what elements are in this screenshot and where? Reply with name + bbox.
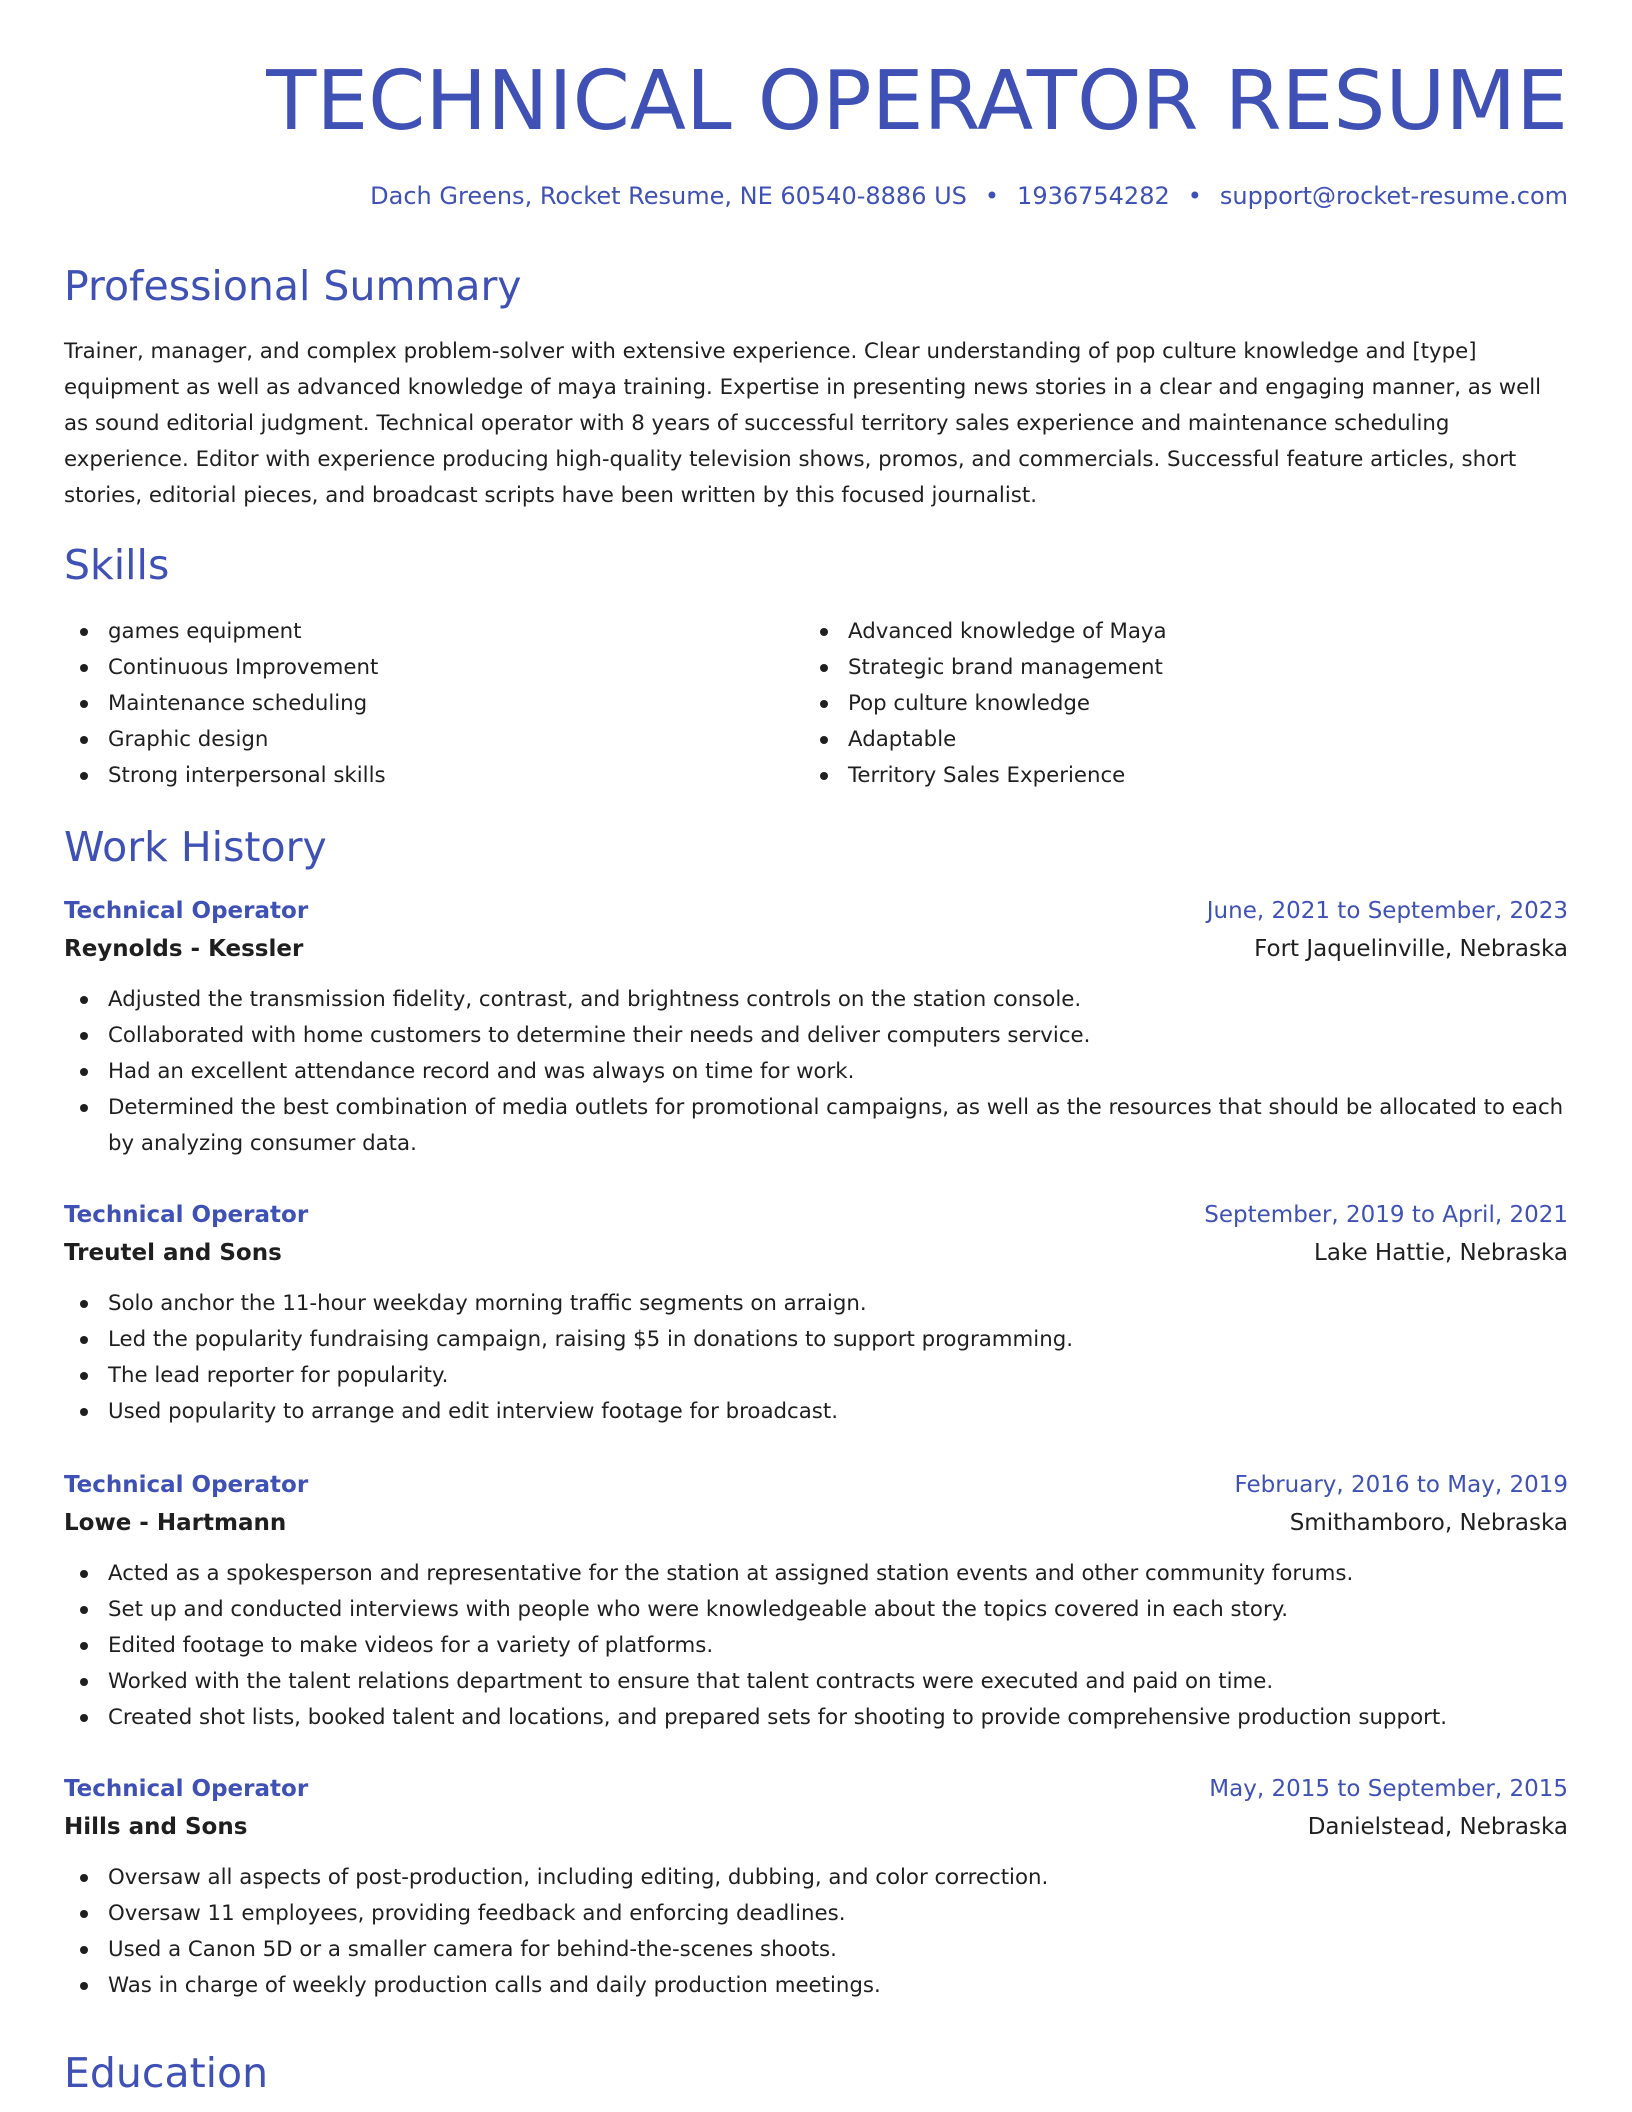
skill-item-text: Maintenance scheduling: [108, 691, 368, 716]
skill-item-text: Pop culture knowledge: [848, 691, 1090, 716]
bullet-dot-icon: [80, 736, 88, 744]
job-company: Lowe - Hartmann: [64, 1510, 287, 1536]
bullet-dot-icon: [80, 1032, 88, 1040]
skill-item-text: games equipment: [108, 619, 302, 644]
job-bullet-text: Used a Canon 5D or a smaller camera for behind-the-scenes shoots.: [108, 1937, 837, 1962]
job-bullet: [64, 1556, 1568, 1592]
skill-item-text: Territory Sales Experience: [848, 763, 1126, 788]
bullet-dot-icon: [80, 1946, 88, 1954]
job-bullet-text: Collaborated with home customers to determine their needs and deliver computers service.: [108, 1023, 1091, 1048]
job-bullet: [64, 1896, 1568, 1932]
professional-summary-text: Trainer, manager, and complex problem-solver with extensive experience. Clear understanding of pop culture knowledge and [type] equipment as well as advanced knowledge of maya training. Expertise in presenting news stories in a clear and engaging manner, as well as sound editorial judgment. Technical operator with 8 years of successful territory sales experience and maintenance scheduling experience. Editor with experience producing high-quality television shows, promos, and commercials. Successful feature articles, short stories, editorial pieces, and broadcast scripts have been written by this focused journalist.: [64, 339, 1542, 508]
bullet-dot-icon: [80, 1874, 88, 1882]
skill-item: [804, 614, 1504, 650]
bullet-dot-icon: [80, 700, 88, 708]
job-bullet-text: Acted as a spokesperson and representative for the station at assigned station events and other community forums.: [108, 1561, 1354, 1586]
bullet-dot-icon: [80, 1642, 88, 1650]
job-bullets: [64, 982, 1568, 1162]
skill-item: [804, 650, 1504, 686]
bullet-dot-icon: [80, 1678, 88, 1686]
skill-item-text: Advanced knowledge of Maya: [848, 619, 1167, 644]
job-title: Technical Operator: [64, 898, 309, 924]
skill-item: [64, 722, 764, 758]
bullet-dot-icon: [80, 1910, 88, 1918]
job-bullet: [64, 1322, 1568, 1358]
skills-list-left: [64, 614, 764, 794]
job-bullet: [64, 1860, 1568, 1896]
job-bullet: [64, 1286, 1568, 1322]
job-bullet-text: Adjusted the transmission fidelity, contrast, and brightness controls on the station console.: [108, 987, 1082, 1012]
job-bullet: [64, 1054, 1568, 1090]
job-company-row: [64, 1504, 1568, 1542]
job-entry: [64, 892, 1568, 1162]
skill-item: [804, 686, 1504, 722]
bullet-dot-icon: [80, 1570, 88, 1578]
skill-item: [64, 686, 764, 722]
skill-item: [804, 722, 1504, 758]
contact-email: support@rocket-resume.com: [1219, 182, 1568, 210]
bullet-dot-icon: [80, 1336, 88, 1344]
skill-item: [64, 758, 764, 794]
job-bullet-text: Was in charge of weekly production calls and daily production meetings.: [108, 1973, 881, 1998]
contact-line: [370, 180, 1568, 212]
job-dates: September, 2019 to April, 2021: [1204, 1202, 1568, 1228]
job-location: Fort Jaquelinville, Nebraska: [1254, 936, 1568, 962]
job-bullet-text: Had an excellent attendance record and was always on time for work.: [108, 1059, 855, 1084]
bullet-dot-icon: [80, 1104, 88, 1112]
job-entry: [64, 1196, 1568, 1430]
bullet-dot-icon: [80, 1982, 88, 1990]
job-bullets: [64, 1286, 1568, 1430]
bullet-dot-icon: [80, 1408, 88, 1416]
job-bullet: [64, 1090, 1568, 1162]
bullet-dot-icon: [820, 664, 828, 672]
job-bullet: [64, 1394, 1568, 1430]
skill-item-text: Adaptable: [848, 727, 957, 752]
job-bullet-text: Used popularity to arrange and edit interview footage for broadcast.: [108, 1399, 838, 1424]
job-title-row: [64, 1466, 1568, 1504]
education-heading: Education: [64, 2049, 269, 2097]
job-title-row: [64, 1196, 1568, 1234]
skill-item: [64, 614, 764, 650]
job-bullet: [64, 1968, 1568, 2004]
skills-list-right: [804, 614, 1504, 794]
job-bullet-text: Led the popularity fundraising campaign, raising $5 in donations to support programming.: [108, 1327, 1073, 1352]
job-bullet: [64, 1358, 1568, 1394]
job-bullet: [64, 982, 1568, 1018]
work-history-heading: Work History: [64, 823, 327, 871]
job-title-row: [64, 892, 1568, 930]
bullet-dot-icon: [80, 996, 88, 1004]
contact-separator: •: [1187, 182, 1202, 210]
job-dates: June, 2021 to September, 2023: [1206, 898, 1568, 924]
job-bullet: [64, 1592, 1568, 1628]
bullet-dot-icon: [820, 736, 828, 744]
job-title: Technical Operator: [64, 1472, 309, 1498]
bullet-dot-icon: [80, 628, 88, 636]
job-entry: [64, 1770, 1568, 2004]
skill-item: [64, 650, 764, 686]
bullet-dot-icon: [80, 664, 88, 672]
job-bullet-text: Solo anchor the 11-hour weekday morning traffic segments on arraign.: [108, 1291, 867, 1316]
job-company: Treutel and Sons: [64, 1240, 282, 1266]
job-company-row: [64, 1808, 1568, 1846]
contact-separator: •: [984, 182, 1000, 210]
skill-item-text: Strategic brand management: [848, 655, 1163, 680]
job-bullet: [64, 1628, 1568, 1664]
job-bullet: [64, 1700, 1568, 1736]
skill-item-text: Graphic design: [108, 727, 269, 752]
job-bullet-text: The lead reporter for popularity.: [108, 1363, 449, 1388]
job-location: Lake Hattie, Nebraska: [1314, 1240, 1568, 1266]
job-company: Hills and Sons: [64, 1814, 248, 1840]
bullet-dot-icon: [80, 1606, 88, 1614]
job-company-row: [64, 930, 1568, 968]
resume-title: TECHNICAL OPERATOR RESUME: [266, 54, 1568, 149]
job-dates: February, 2016 to May, 2019: [1234, 1472, 1568, 1498]
bullet-dot-icon: [80, 1068, 88, 1076]
job-company: Reynolds - Kessler: [64, 936, 304, 962]
job-location: Smithamboro, Nebraska: [1289, 1510, 1568, 1536]
bullet-dot-icon: [80, 1300, 88, 1308]
contact-address: Dach Greens, Rocket Resume, NE 60540-8886 US: [370, 182, 967, 210]
skills-heading: Skills: [64, 541, 170, 589]
bullet-dot-icon: [80, 1714, 88, 1722]
job-bullet: [64, 1018, 1568, 1054]
contact-phone: 1936754282: [1017, 182, 1170, 210]
job-bullet-text: Created shot lists, booked talent and locations, and prepared sets for shooting to provide comprehensive production support.: [108, 1705, 1447, 1730]
bullet-dot-icon: [80, 772, 88, 780]
job-title-row: [64, 1770, 1568, 1808]
job-bullet-text: Determined the best combination of media outlets for promotional campaigns, as well as the resources that should be allocated to each by analyzing consumer data.: [108, 1095, 1564, 1156]
job-bullet-text: Worked with the talent relations department to ensure that talent contracts were executed and paid on time.: [108, 1669, 1274, 1694]
job-title: Technical Operator: [64, 1776, 309, 1802]
job-bullets: [64, 1860, 1568, 2004]
job-bullet: [64, 1932, 1568, 1968]
skill-item: [804, 758, 1504, 794]
bullet-dot-icon: [820, 772, 828, 780]
skill-item-text: Strong interpersonal skills: [108, 763, 386, 788]
job-company-row: [64, 1234, 1568, 1272]
job-bullet-text: Set up and conducted interviews with people who were knowledgeable about the topics covered in each story.: [108, 1597, 1289, 1622]
job-entry: [64, 1466, 1568, 1736]
job-location: Danielstead, Nebraska: [1307, 1814, 1568, 1840]
skill-item-text: Continuous Improvement: [108, 655, 379, 680]
job-bullet-text: Oversaw all aspects of post-production, including editing, dubbing, and color correction.: [108, 1865, 1049, 1890]
bullet-dot-icon: [820, 628, 828, 636]
job-dates: May, 2015 to September, 2015: [1209, 1776, 1568, 1802]
job-bullet-text: Oversaw 11 employees, providing feedback and enforcing deadlines.: [108, 1901, 846, 1926]
bullet-dot-icon: [80, 1372, 88, 1380]
job-bullet-text: Edited footage to make videos for a variety of platforms.: [108, 1633, 714, 1658]
job-bullet: [64, 1664, 1568, 1700]
professional-summary-heading: Professional Summary: [64, 262, 522, 310]
job-title: Technical Operator: [64, 1202, 309, 1228]
bullet-dot-icon: [820, 700, 828, 708]
job-bullets: [64, 1556, 1568, 1736]
